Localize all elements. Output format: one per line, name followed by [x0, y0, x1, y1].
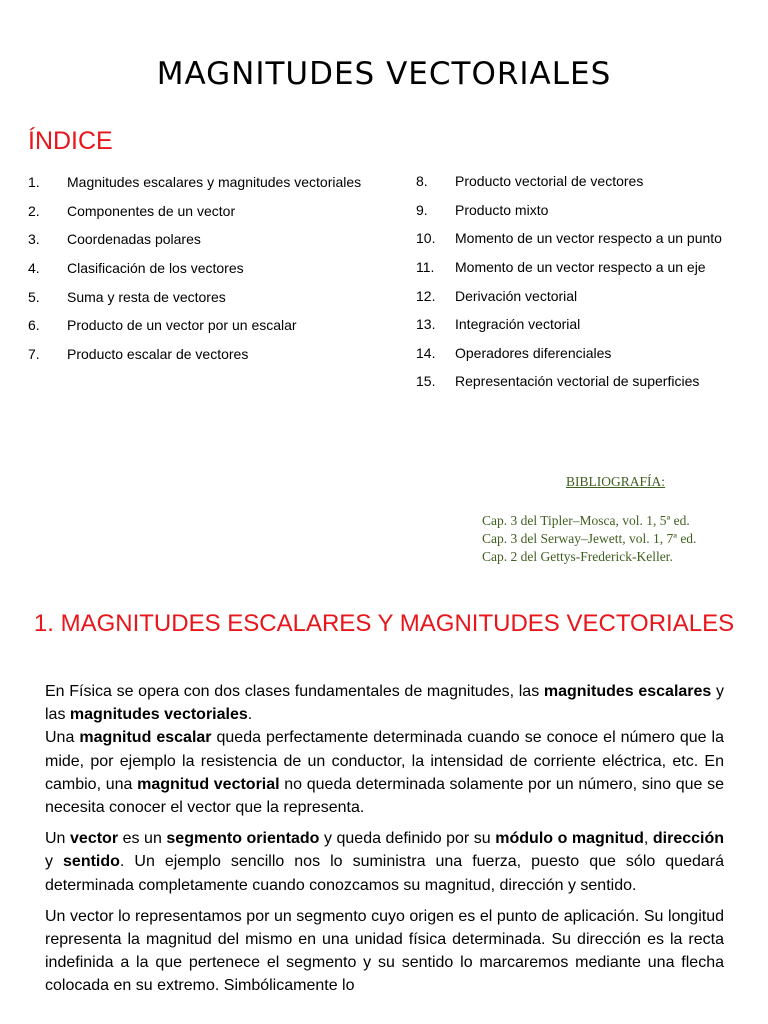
index-item: [416, 167, 722, 196]
index-item-label: Operadores diferenciales: [455, 344, 612, 361]
index-item: [416, 281, 722, 310]
index-item-label: Momento de un vector respecto a un punto: [455, 230, 722, 247]
bibliography-heading: BIBLIOGRAFÍA:: [566, 474, 666, 489]
section-heading: 1. MAGNITUDES ESCALARES Y MAGNITUDES VECTORIALES: [33, 610, 735, 637]
index-item-label: Producto de un vector por un escalar: [67, 317, 297, 334]
index-item-number: 7.: [28, 345, 40, 362]
index-item: [416, 253, 722, 282]
index-item-label: Producto mixto: [455, 201, 549, 218]
page-title: MAGNITUDES VECTORIALES: [156, 56, 612, 92]
text-run: Un vector lo representamos por un segmento cuyo origen es el punto de aplicación. Su longitud representa la magnitud del mismo en una unidad física determinada. Su dirección es la recta indefinida a la que pertenece el segmento y su sentido lo marcaremos mediante una flecha colocada en su extremo. Simbólicamente lo: [45, 907, 724, 995]
bold-term: sentido: [63, 853, 120, 871]
index-item-number: 11.: [416, 259, 435, 276]
index-item: [416, 196, 722, 225]
index-item-number: 12.: [416, 287, 436, 304]
bold-term: magnitud escalar: [79, 729, 212, 747]
bibliography: [482, 474, 742, 566]
index-item: [416, 310, 722, 339]
index-item-label: Magnitudes escalares y magnitudes vectoriales: [67, 174, 362, 191]
index-item-number: 14.: [416, 344, 436, 361]
index-item: [28, 197, 361, 226]
text-run: ,: [643, 830, 653, 848]
index-item-label: Producto vectorial de vectores: [455, 173, 644, 190]
index-item: [416, 224, 722, 253]
index-item: [28, 311, 361, 340]
text-run: queda perfectamente determinada cuando se conoce el número que la mide, por ejemplo la resistencia de un conductor, la intensidad de corriente eléctrica, etc. En cambio, una: [45, 729, 725, 793]
bold-term: magnitudes vectoriales: [69, 706, 248, 724]
bold-term: magnitudes escalares: [543, 683, 712, 700]
index-item-label: Integración vectorial: [455, 316, 581, 333]
index-item-number: 10.: [416, 230, 436, 247]
index-item-number: 3.: [28, 231, 40, 248]
text-run: y queda definido por su: [319, 830, 496, 848]
index-item-number: 2.: [28, 202, 40, 219]
bold-term: magnitud vectorial: [137, 775, 280, 793]
index-item-label: Representación vectorial de superficies: [455, 373, 700, 390]
text-run: Un: [45, 830, 71, 848]
text-run: En Física se opera con dos clases fundamentales de magnitudes, las: [45, 683, 544, 700]
index-item-number: 13.: [416, 316, 436, 333]
index-item-number: 8.: [416, 173, 428, 190]
text-run: y: [45, 853, 64, 871]
index-item-number: 4.: [28, 260, 40, 277]
index-item-label: Componentes de un vector: [67, 202, 236, 219]
bold-term: dirección: [652, 830, 725, 848]
bibliography-entry: Cap. 3 del Serway–Jewett, vol. 1, 7ª ed.: [482, 531, 697, 546]
text-run: .: [247, 706, 253, 724]
bold-term: vector: [70, 830, 119, 848]
paragraph: [45, 680, 724, 726]
index-item: [28, 254, 361, 283]
index-item-label: Derivación vectorial: [455, 287, 578, 304]
bold-term: módulo o magnitud: [495, 830, 644, 848]
index-item: [416, 339, 722, 368]
index-item-label: Producto escalar de vectores: [67, 345, 249, 362]
index-item-label: Clasificación de los vectores: [67, 260, 244, 277]
index-list-left: [28, 168, 361, 368]
index-item-number: 6.: [28, 317, 40, 334]
text-run: y las: [45, 683, 724, 724]
bibliography-entry: Cap. 2 del Gettys-Frederick-Keller.: [482, 549, 673, 564]
paragraph: [45, 726, 724, 819]
index-item-number: 1.: [28, 174, 40, 191]
section-body: [45, 680, 724, 1006]
paragraph: [45, 827, 724, 897]
index-item: [28, 282, 361, 311]
text-run: no queda determinada solamente por un número, sino que se necesita conocer el vector que la representa.: [45, 775, 725, 817]
text-run: . Un ejemplo sencillo nos lo suministra una fuerza, puesto que sólo quedará determinada completamente cuando conozcamos su magnitud, dirección y sentido.: [45, 853, 725, 894]
index-item-label: Coordenadas polares: [67, 231, 201, 248]
text-run: Una: [45, 729, 80, 747]
index-item-label: Momento de un vector respecto a un eje: [455, 259, 706, 276]
index-item: [28, 225, 361, 254]
index-heading: ÍNDICE: [28, 127, 113, 155]
index-item-number: 5.: [28, 288, 40, 305]
bibliography-entry: Cap. 3 del Tipler–Mosca, vol. 1, 5ª ed.: [482, 513, 690, 528]
index-item: [416, 367, 722, 396]
index-item-number: 15.: [416, 373, 436, 390]
index-list-right: [416, 167, 722, 396]
text-run: es un: [118, 830, 167, 848]
index-item-label: Suma y resta de vectores: [67, 288, 226, 305]
bold-term: segmento orientado: [166, 830, 320, 848]
index-item-number: 9.: [416, 201, 428, 218]
index-item: [28, 340, 361, 369]
index-item: [28, 168, 361, 197]
paragraph: [45, 905, 724, 998]
